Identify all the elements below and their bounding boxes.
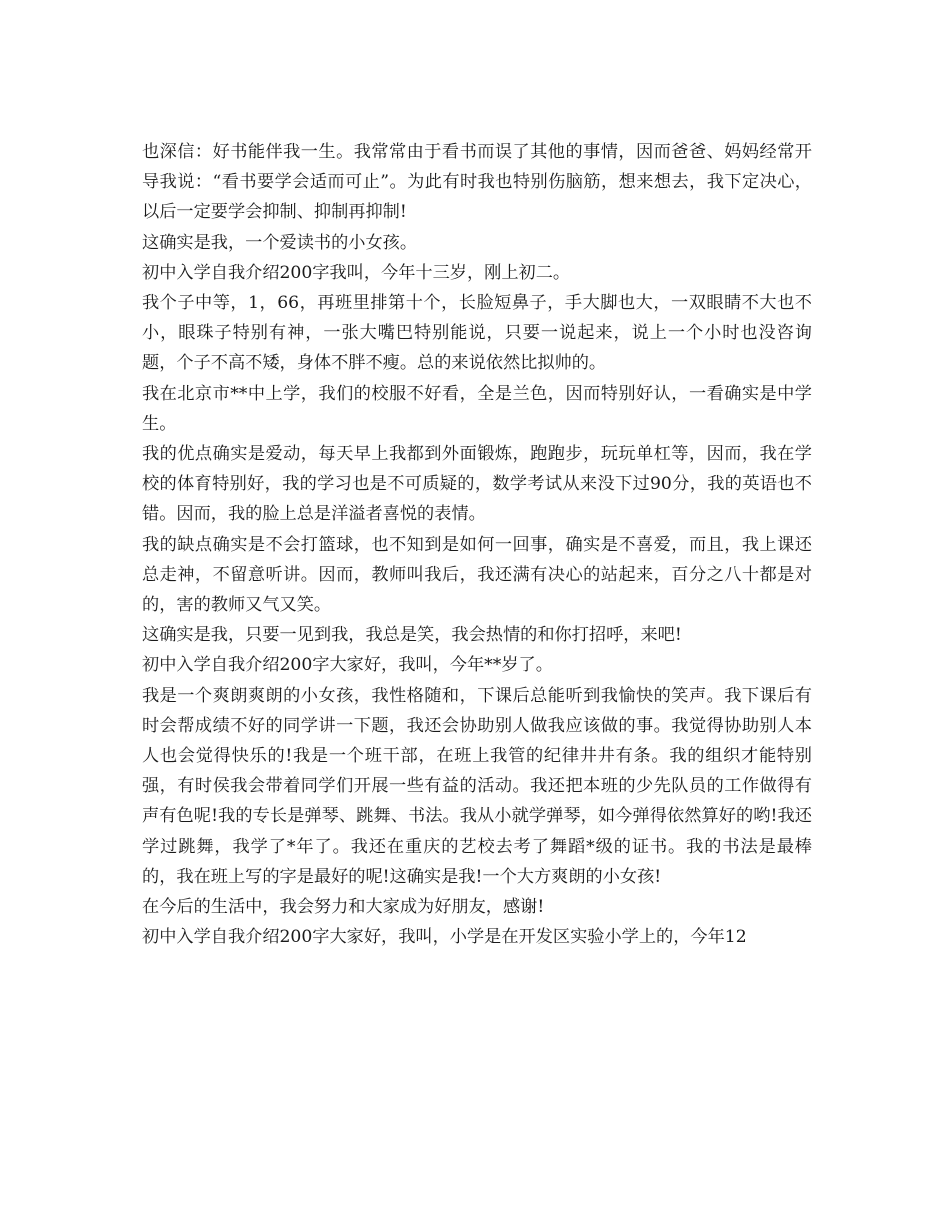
paragraph: 也深信：好书能伴我一生。我常常由于看书而误了其他的事情，因而爸爸、妈妈经常开导我说：“看书要学会适而可止”。为此有时我也特别伤脑筋，想来想去，我下定决心，以后一定要学会抑制、抑制再抑制! bbox=[142, 142, 812, 223]
paragraph: 初中入学自我介绍200字大家好，我叫，小学是在开发区实验小学上的，今年12 bbox=[142, 927, 747, 948]
paragraph: 这确实是我，只要一见到我，我总是笑，我会热情的和你打招呼，来吧! bbox=[142, 625, 682, 646]
paragraph: 我是一个爽朗爽朗的小女孩，我性格随和，下课后总能听到我愉快的笑声。我下课后有时会帮成绩不好的同学讲一下题，我还会协助别人做我应该做的事。我觉得协助别人本人也会觉得快乐的!我是一个班干部，在班上我管的纪律井井有条。我的组织才能特别强，有时侯我会带着同学们开展一些有益的活动。我还把本班的少先队员的工作做得有声有色呢!我的专长是弹琴、跳舞、书法。我从小就学弹琴，如今弹得依然算好的哟!我还学过跳舞，我学了*年了。我还在重庆的艺校去考了舞蹈*级的证书。我的书法是最棒的，我在班上写的字是最好的呢!这确实是我!一个大方爽朗的小女孩! bbox=[142, 685, 812, 887]
document-body bbox=[142, 137, 812, 952]
paragraph: 这确实是我，一个爱读书的小女孩。 bbox=[142, 232, 418, 253]
paragraph: 在今后的生活中，我会努力和大家成为好朋友，感谢! bbox=[142, 897, 545, 918]
paragraph: 我的优点确实是爱动，每天早上我都到外面锻炼，跑跑步，玩玩单杠等，因而，我在学校的体育特别好，我的学习也是不可质疑的，数学考试从来没下过90分，我的英语也不错。因而，我的脸上总是洋溢者喜悦的表情。 bbox=[142, 444, 812, 525]
paragraph: 初中入学自我介绍200字大家好，我叫，今年**岁了。 bbox=[142, 655, 553, 676]
paragraph: 我在北京市**中上学，我们的校服不好看，全是兰色，因而特别好认，一看确实是中学生。 bbox=[142, 383, 812, 434]
paragraph: 我个子中等，1，66，再班里排第十个，长脸短鼻子，手大脚也大，一双眼睛不大也不小，眼珠子特别有神，一张大嘴巴特别能说，只要一说起来，说上一个小时也没咨询题，个子不高不矮，身体不胖不瘦。总的来说依然比拟帅的。 bbox=[142, 293, 812, 374]
paragraph: 初中入学自我介绍200字我叫，今年十三岁，刚上初二。 bbox=[142, 262, 571, 283]
paragraph: 我的缺点确实是不会打篮球，也不知到是如何一回事，确实是不喜爱，而且，我上课还总走神，不留意听讲。因而，教师叫我后，我还满有决心的站起来，百分之八十都是对的，害的教师又气又笑。 bbox=[142, 534, 812, 616]
